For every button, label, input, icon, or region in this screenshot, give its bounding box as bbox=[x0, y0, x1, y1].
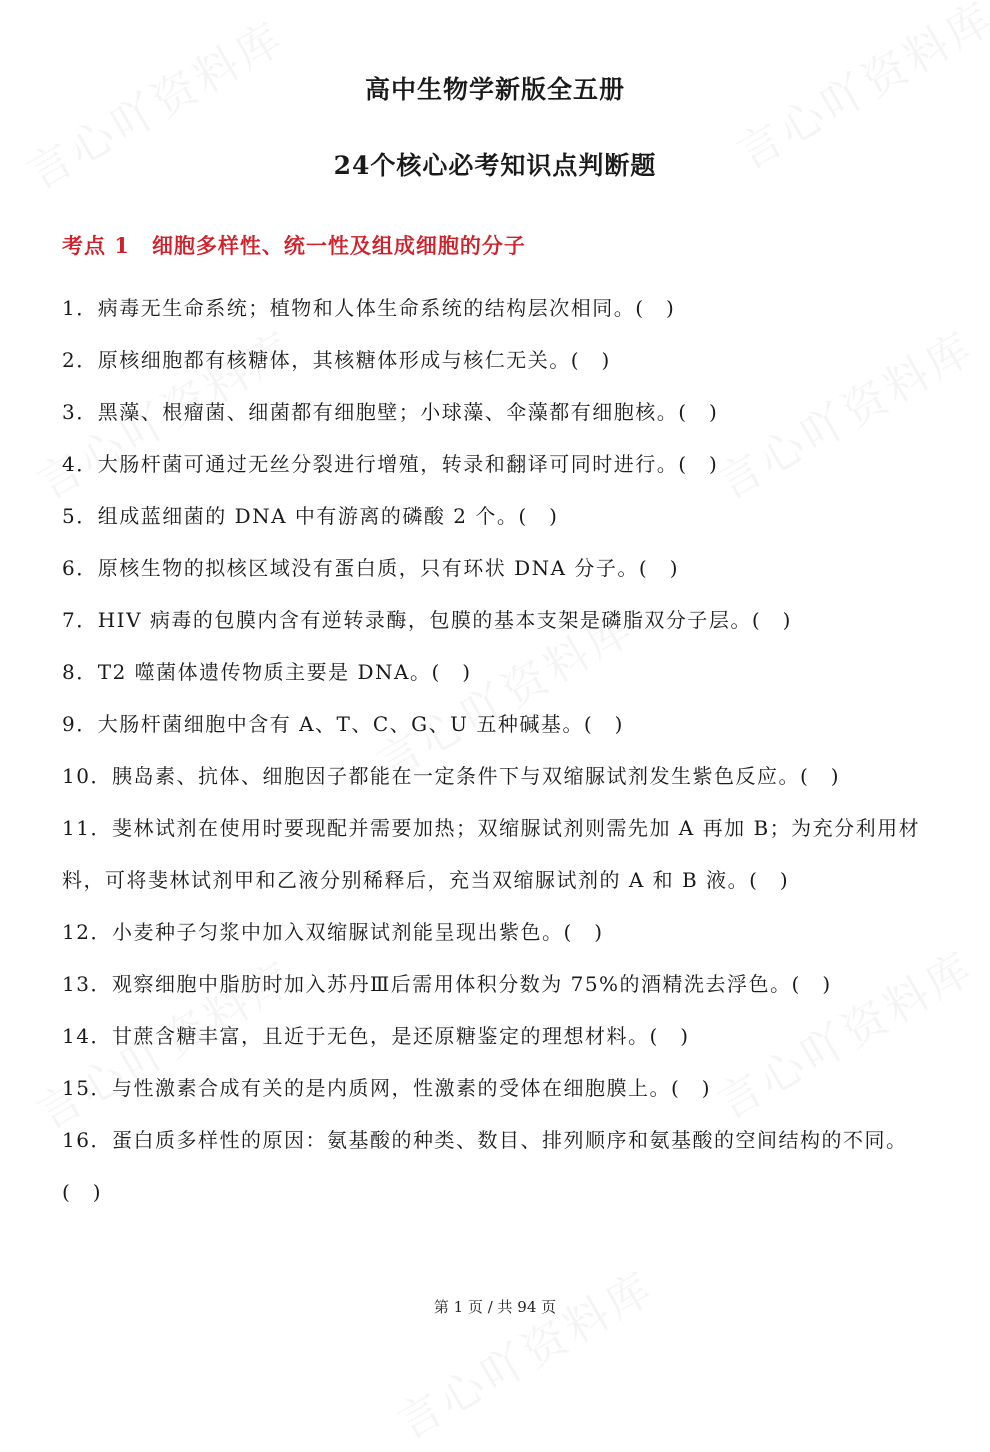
question-item: 11．斐林试剂在使用时要现配并需要加热；双缩脲试剂则需先加 A 再加 B；为充分利用材料，可将斐林试剂甲和乙液分别稀释后，充当双缩脲试剂的 A 和 B 液。( ) bbox=[62, 816, 921, 892]
question-item: 3．黑藻、根瘤菌、细菌都有细胞壁；小球藻、伞藻都有细胞核。( ) bbox=[62, 400, 719, 424]
question-item: 16．蛋白质多样性的原因：氨基酸的种类、数目、排列顺序和氨基酸的空间结构的不同。( ) bbox=[62, 1128, 908, 1204]
question-item: 9．大肠杆菌细胞中含有 A、T、C、G、U 五种碱基。( ) bbox=[62, 712, 624, 736]
watermark bbox=[383, 1252, 664, 1451]
question-item: 7．HIV 病毒的包膜内含有逆转录酶，包膜的基本支架是磷脂双分子层。( ) bbox=[62, 608, 792, 632]
question-item: 2．原核细胞都有核糖体，其核糖体形成与核仁无关。( ) bbox=[62, 348, 611, 372]
section-title: 细胞多样性、统一性及组成细胞的分子 bbox=[151, 233, 526, 258]
question-item: 10．胰岛素、抗体、细胞因子都能在一定条件下与双缩脲试剂发生紫色反应。( ) bbox=[62, 764, 841, 788]
section-heading bbox=[62, 230, 526, 260]
question-item: 5．组成蓝细菌的 DNA 中有游离的磷酸 2 个。( ) bbox=[62, 504, 559, 528]
question-list bbox=[62, 282, 932, 1218]
document-subtitle: 24个核心必考知识点判断题 bbox=[333, 151, 657, 180]
question-item: 13．观察细胞中脂肪时加入苏丹Ⅲ后需用体积分数为 75%的酒精洗去浮色。( ) bbox=[62, 972, 832, 996]
section-label: 考点 1 bbox=[62, 233, 130, 258]
document-title: 高中生物学新版全五册 bbox=[364, 75, 625, 104]
question-item: 8．T2 噬菌体遗传物质主要是 DNA。( ) bbox=[62, 660, 472, 684]
question-item: 6．原核生物的拟核区域没有蛋白质，只有环状 DNA 分子。( ) bbox=[62, 556, 680, 580]
question-item: 15．与性激素合成有关的是内质网，性激素的受体在细胞膜上。( ) bbox=[62, 1076, 712, 1100]
question-item: 14．甘蔗含糖丰富，且近于无色，是还原糖鉴定的理想材料。( ) bbox=[62, 1024, 690, 1048]
question-item: 1．病毒无生命系统；植物和人体生命系统的结构层次相同。( ) bbox=[62, 296, 676, 320]
question-item: 4．大肠杆菌可通过无丝分裂进行增殖，转录和翻译可同时进行。( ) bbox=[62, 452, 719, 476]
page-footer: 第 1 页 / 共 94 页 bbox=[433, 1298, 557, 1316]
question-item: 12．小麦种子匀浆中加入双缩脲试剂能呈现出紫色。( ) bbox=[62, 920, 604, 944]
